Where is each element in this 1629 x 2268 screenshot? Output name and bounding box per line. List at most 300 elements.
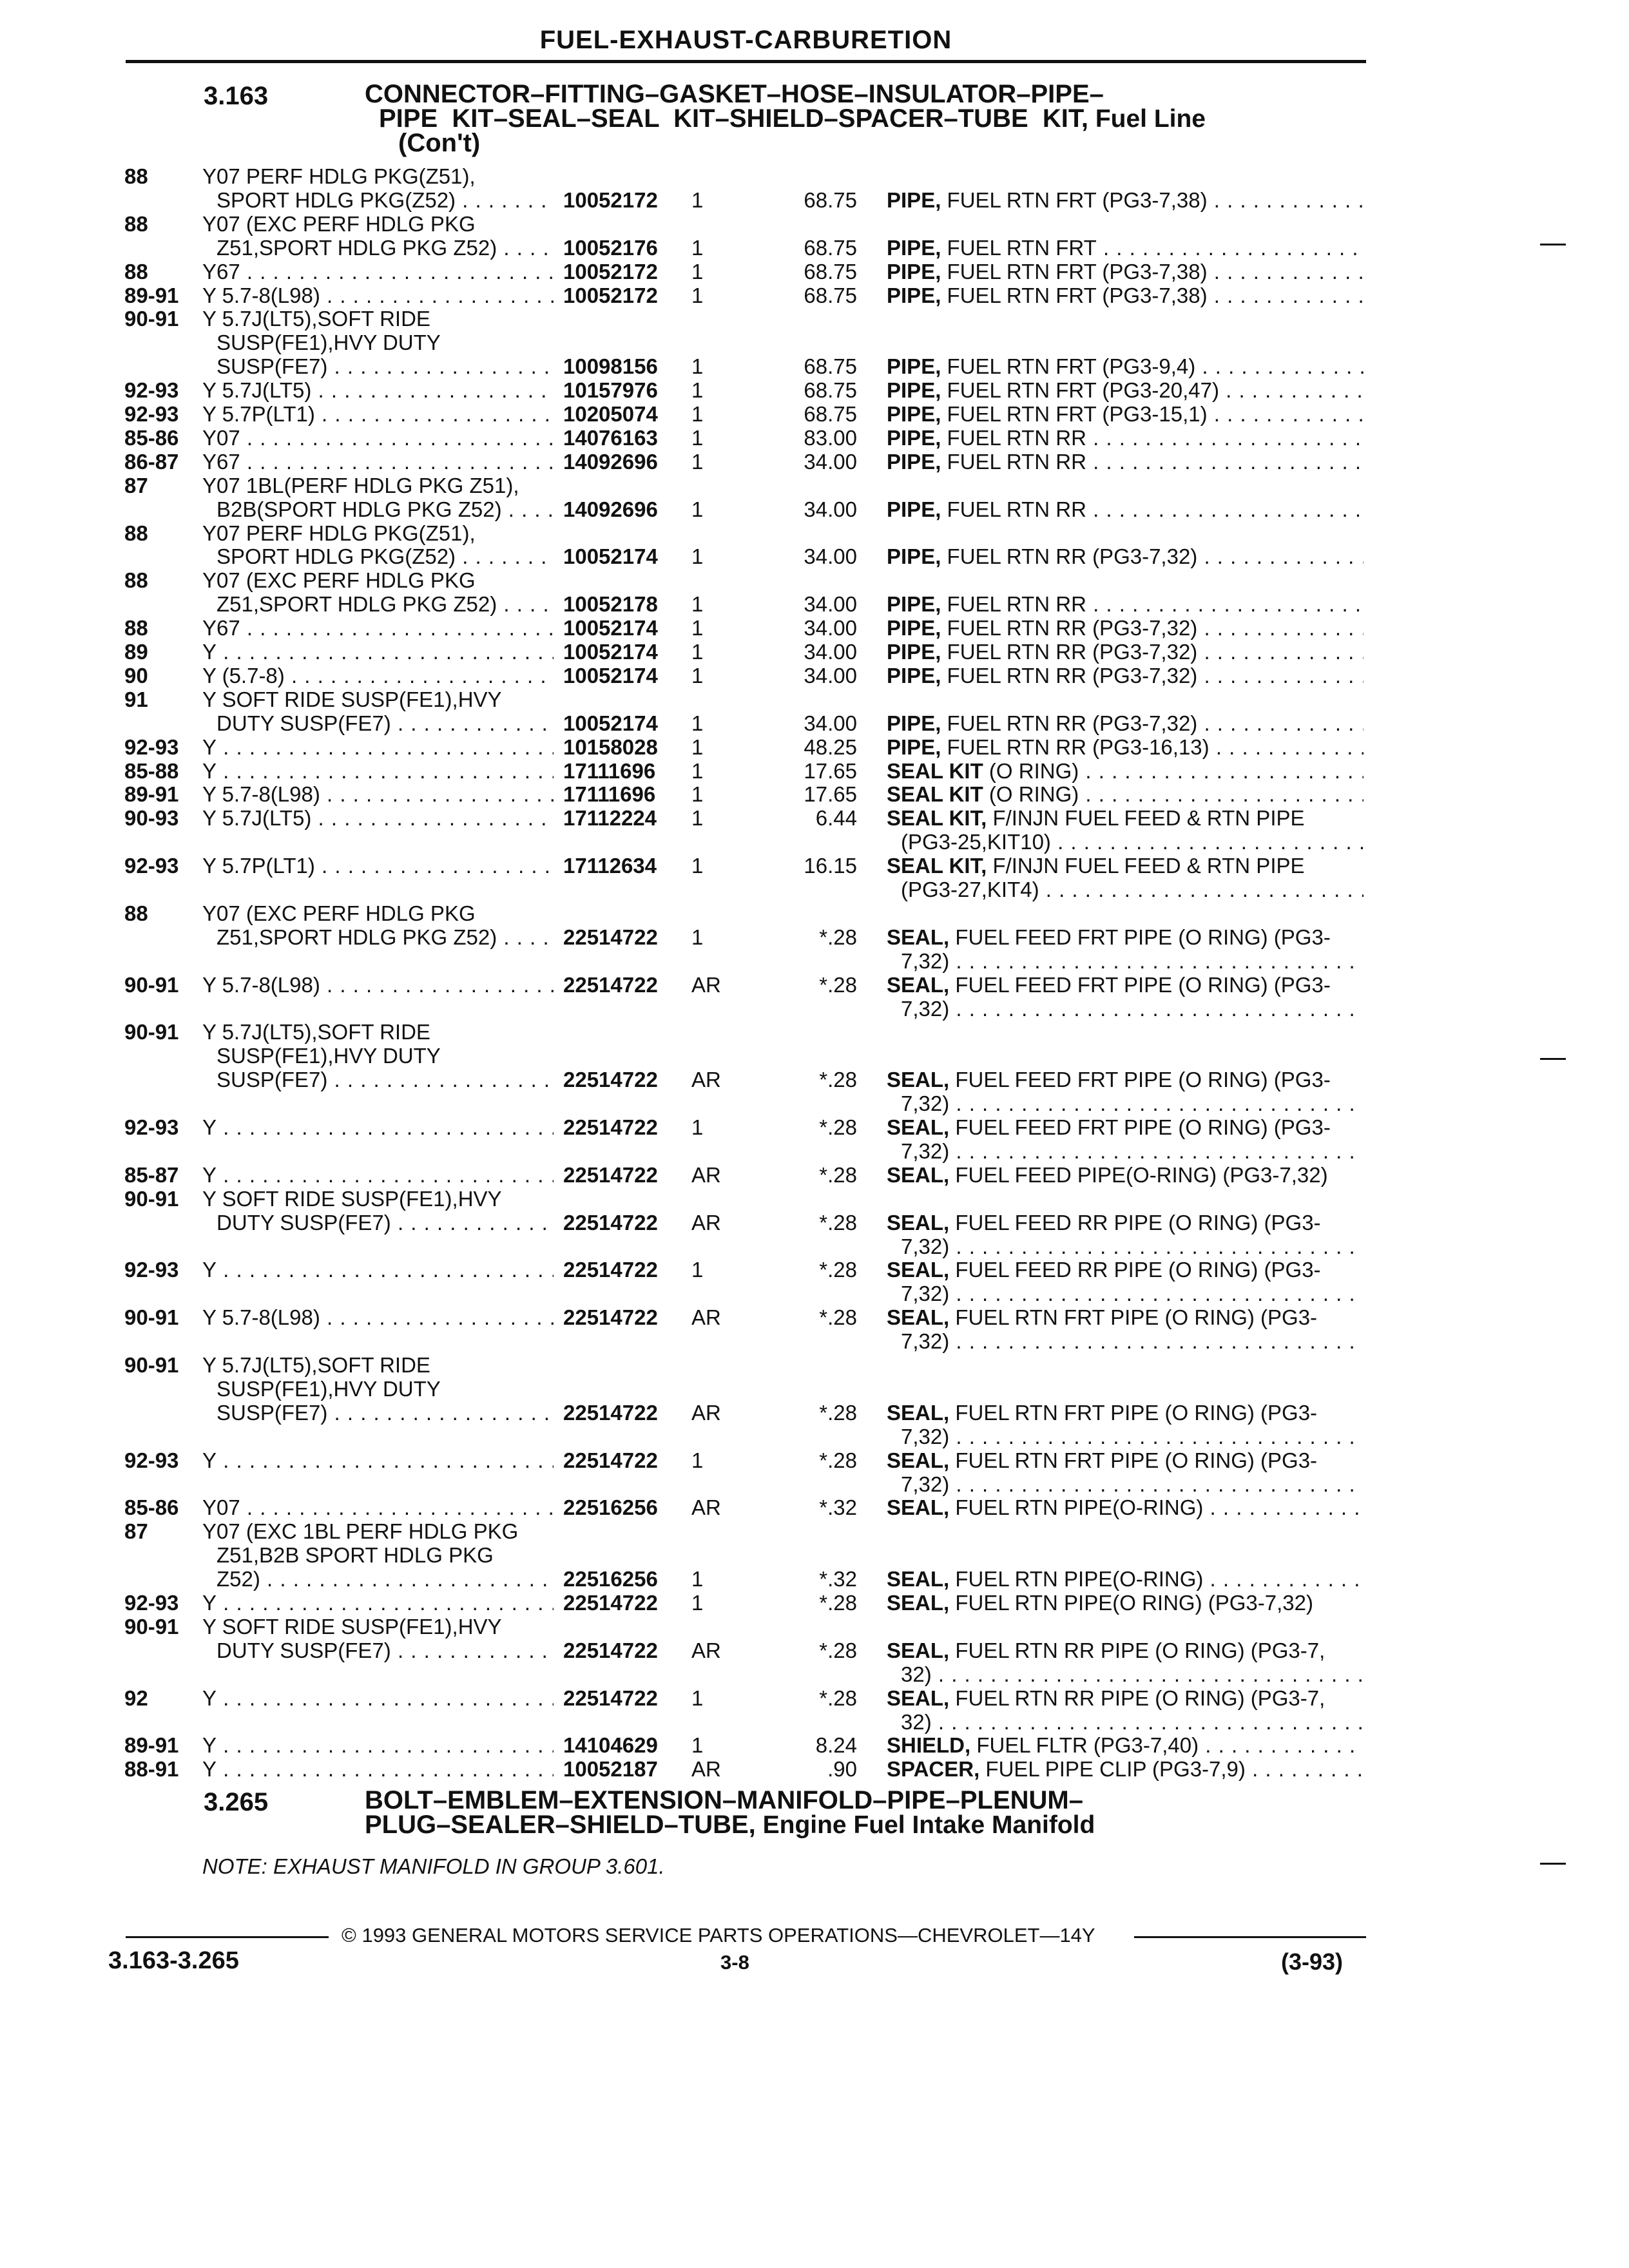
part-name-detail: 7,32) [901,996,950,1021]
part-name-noun: PIPE, [887,402,941,426]
usage-description: Y . . . [202,1591,554,1615]
part-name-noun: SEAL KIT, [887,854,987,878]
table-row [0,1211,1629,1235]
part-name-detail: FUEL RTN FRT PIPE (O RING) (PG3- [955,1305,1318,1330]
part-name-detail: 7,32) [901,1091,950,1116]
usage-description: Y 5.7J(LT5),SOFT RIDE [202,307,430,331]
part-name-detail: FUEL RTN RR (PG3-7,32) [947,616,1198,640]
quantity: AR [691,972,721,997]
list-price: *.28 [819,1686,857,1710]
quantity: 1 [691,758,704,783]
part-name-noun: PIPE, [887,640,941,664]
part-number: 22514722 [563,1162,658,1187]
model-year: 85-88 [124,758,179,783]
usage-description: Y . . . [202,1757,554,1782]
table-row [0,1662,1629,1686]
table-row [0,521,1629,545]
table-row [0,164,1629,188]
table-row [0,1282,1629,1305]
part-name-detail: FUEL FEED FRT PIPE (O RING) (PG3- [955,1115,1331,1139]
quantity: AR [691,1305,721,1330]
part-name [887,1639,1364,1663]
part-name-detail: FUEL FEED PIPE(O-RING) (PG3-7,32) [955,1162,1328,1187]
quantity: 1 [691,235,704,260]
edge-tick-mark [1540,1058,1566,1060]
part-number: 22514722 [563,1686,658,1710]
part-name [901,1662,1364,1687]
usage-description: Y 5.7J(LT5),SOFT RIDE [202,1353,430,1377]
table-row [0,711,1629,735]
usage-description: Y67 . . . [202,260,554,284]
usage-description: SPORT HDLG PKG(Z52) . . . [217,544,554,569]
table-row [0,1329,1629,1353]
table-row [0,1068,1629,1091]
table-row [0,592,1629,616]
table-row [0,997,1629,1021]
part-name-detail: FUEL RTN FRT (PG3-9,4) [947,354,1196,379]
part-name [887,664,1364,688]
section-number: 3.163 [204,82,269,110]
part-name-noun: SHIELD, [887,1733,971,1758]
part-name-detail: FUEL RTN FRT (PG3-7,38) [947,259,1208,284]
list-price: 68.75 [804,235,857,260]
part-name [887,1258,1364,1282]
list-price: *.28 [819,1162,857,1187]
list-price: 34.00 [804,544,857,569]
part-name-detail: FUEL PIPE CLIP (PG3-7,9) [985,1757,1246,1782]
table-row [0,1401,1629,1425]
section-title-line-2 [365,1812,1364,1838]
table-row [0,1495,1629,1519]
part-name-detail: 32) [901,1662,932,1686]
usage-description: Y67 . . . [202,450,554,474]
table-row [0,806,1629,830]
part-name-noun: PIPE, [887,235,941,260]
part-name [901,1091,1364,1116]
list-price: 34.00 [804,663,857,687]
part-name [901,878,1364,902]
list-price: 68.75 [804,354,857,379]
usage-description: Y07 PERF HDLG PKG(Z51), [202,521,476,545]
model-year: 87 [124,1519,148,1544]
part-name [887,260,1364,284]
quantity: 1 [691,806,704,831]
part-name-detail: FUEL RTN RR (PG3-7,32) [947,663,1198,687]
part-name-noun: SEAL, [887,1567,950,1591]
quantity: 1 [691,354,704,379]
table-row [0,1353,1629,1377]
table-row [0,212,1629,236]
list-price: 68.75 [804,283,857,307]
part-number: 22514722 [563,1400,658,1425]
part-name [887,1448,1364,1473]
part-name-noun: SEAL, [887,1162,950,1187]
quantity: AR [691,1068,721,1092]
part-name [887,1757,1364,1782]
part-name-detail: FUEL RTN FRT PIPE (O RING) (PG3- [955,1400,1318,1425]
part-name-detail: FUEL RTN FRT (PG3-7,38) [947,283,1208,307]
usage-description: Y . . . [202,1258,554,1282]
model-year: 90 [124,663,148,687]
usage-description: SUSP(FE1),HVY DUTY [217,1376,441,1401]
usage-description: Y07 (EXC PERF HDLG PKG [202,568,476,593]
part-name-detail: FUEL RTN RR (PG3-7,32) [947,711,1198,735]
quantity: 1 [691,449,704,474]
part-number: 10098156 [563,354,658,379]
quantity: AR [691,1638,721,1662]
part-name [887,806,1364,831]
table-row [0,687,1629,711]
part-name-noun: PIPE, [887,592,941,617]
usage-description: Y . . . [202,1115,554,1140]
part-name-noun: PIPE, [887,425,941,450]
quantity: 1 [691,425,704,450]
usage-description: Y . . . [202,759,554,783]
part-name [901,830,1364,854]
part-name [887,450,1364,474]
table-row [0,1639,1629,1662]
part-name-noun: SEAL, [887,1115,950,1139]
quantity: 1 [691,1115,704,1139]
table-row [0,830,1629,854]
part-name-noun: SEAL KIT [887,758,983,783]
usage-description: Y . . . [202,1686,554,1711]
list-price: *.28 [819,1068,857,1092]
usage-description: Y 5.7-8(L98) . . . [202,1305,554,1330]
table-row [0,402,1629,426]
table-row [0,1567,1629,1591]
table-row [0,1425,1629,1448]
usage-description: Y SOFT RIDE SUSP(FE1),HVY [202,1614,502,1639]
part-name-noun: PIPE, [887,378,941,403]
table-row [0,664,1629,687]
table-row [0,1091,1629,1115]
list-price: 6.44 [815,806,857,831]
quantity: 1 [691,1567,704,1591]
part-name-detail: FUEL FEED FRT PIPE (O RING) (PG3- [955,1068,1331,1092]
quantity: 1 [691,1448,704,1472]
section-title-line-1: CONNECTOR–FITTING–GASKET–HOSE–INSULATOR–PIPE– [365,80,1104,108]
model-year: 92-93 [124,402,179,426]
part-name [887,1305,1364,1330]
part-name [901,997,1364,1021]
part-name [887,1733,1364,1758]
part-name [901,1282,1364,1306]
quantity: AR [691,1162,721,1187]
list-price: *.28 [819,1591,857,1615]
quantity: AR [691,1210,721,1235]
list-price: *.28 [819,1638,857,1662]
list-price: 34.00 [804,640,857,664]
part-number: 10052174 [563,544,658,569]
usage-description: Y . . . [202,1733,554,1758]
part-name-detail: FUEL RTN RR [947,592,1086,617]
quantity: 1 [691,187,704,212]
section-number: 3.265 [204,1788,269,1816]
table-row [0,426,1629,450]
edge-tick-mark [1540,1863,1566,1865]
part-name [887,616,1364,640]
list-price: 68.75 [804,402,857,426]
usage-description: SUSP(FE7) . . . [217,354,554,379]
usage-description: Z52) . . . [217,1567,554,1591]
list-price: *.32 [819,1567,857,1591]
model-year: 91 [124,687,148,711]
usage-description: Y07 (EXC PERF HDLG PKG [202,901,476,925]
list-price: 17.65 [804,782,857,807]
usage-description: SPORT HDLG PKG(Z52) . . . [217,188,554,213]
part-name-detail: FUEL RTN RR [947,425,1086,450]
usage-description: Z51,B2B SPORT HDLG PKG [217,1543,494,1568]
part-name [901,949,1364,974]
list-price: *.28 [819,1305,857,1330]
part-number: 22514722 [563,1448,658,1472]
footer-copyright: © 1993 GENERAL MOTORS SERVICE PARTS OPERATIONS—CHEVROLET—14Y [342,1924,1095,1946]
table-row [0,474,1629,497]
quantity: 1 [691,1591,704,1615]
part-number: 10052172 [563,283,658,307]
part-number: 10052178 [563,592,658,617]
part-name-noun: SEAL, [887,1068,950,1092]
table-row [0,236,1629,260]
table-row [0,1472,1629,1496]
table-row [0,640,1629,664]
part-name-noun: PIPE, [887,259,941,284]
part-name [887,782,1364,807]
part-name [887,592,1364,617]
usage-description: Y07 1BL(PERF HDLG PKG Z51), [202,473,519,497]
part-number: 10052187 [563,1757,658,1782]
table-row [0,1187,1629,1211]
part-number: 10052172 [563,187,658,212]
table-row [0,901,1629,925]
part-name-noun: PIPE, [887,663,941,687]
part-name-noun: PIPE, [887,449,941,474]
usage-description: Y07 . . . [202,426,554,450]
part-name-detail: 7,32) [901,1424,950,1448]
part-name-noun: PIPE, [887,711,941,735]
quantity: 1 [691,782,704,807]
footer-rule-right [1134,1936,1366,1938]
part-name-noun: PIPE, [887,497,941,521]
model-year: 88 [124,568,148,593]
part-number: 14104629 [563,1733,658,1758]
quantity: 1 [691,925,704,949]
list-price: 8.24 [815,1733,857,1758]
quantity: 1 [691,1733,704,1758]
table-row [0,378,1629,402]
part-name-detail: FUEL RTN FRT (PG3-15,1) [947,402,1208,426]
list-price: *.32 [819,1495,857,1520]
part-name-detail: 7,32) [901,1139,950,1163]
table-row [0,1615,1629,1639]
part-name-noun: SEAL, [887,1400,950,1425]
list-price: 34.00 [804,497,857,521]
quantity: 1 [691,592,704,617]
usage-description: Y 5.7J(LT5) . . . [202,378,554,403]
part-number: 14076163 [563,425,658,450]
part-number: 17111696 [563,758,656,783]
table-row [0,307,1629,331]
part-name [901,1710,1364,1735]
quantity: 1 [691,854,704,878]
part-number: 22514722 [563,1068,658,1092]
part-name-noun: PIPE, [887,283,941,307]
footer-section-range: 3.163-3.265 [108,1947,239,1974]
model-year: 90-91 [124,1020,179,1044]
model-year: 92-93 [124,378,179,403]
usage-description: SUSP(FE7) . . . [217,1401,554,1425]
model-year: 92 [124,1686,148,1710]
usage-description: Y (5.7-8) . . . [202,664,554,688]
usage-description: Y . . . [202,1448,554,1473]
table-row [0,1139,1629,1163]
part-number: 17111696 [563,782,656,807]
table-row [0,735,1629,759]
usage-description: Y07 PERF HDLG PKG(Z51), [202,164,476,188]
quantity: 1 [691,616,704,640]
part-name-detail: FUEL FEED RR PIPE (O RING) (PG3- [955,1210,1321,1235]
list-price: 68.75 [804,187,857,212]
part-name-detail: FUEL RTN FRT PIPE (O RING) (PG3- [955,1448,1318,1472]
model-year: 88 [124,616,148,640]
usage-description: Y 5.7P(LT1) . . . [202,854,554,878]
part-name [887,1591,1364,1615]
part-name [887,925,1364,950]
part-name [901,1235,1364,1259]
usage-description: SUSP(FE1),HVY DUTY [217,1044,441,1068]
part-name-noun: PIPE, [887,354,941,379]
quantity: 1 [691,259,704,284]
part-name-detail: FUEL FEED FRT PIPE (O RING) (PG3- [955,925,1331,949]
part-name [887,759,1364,783]
part-name-detail: (O RING) [988,758,1079,783]
part-name [887,1163,1364,1187]
part-number: 22516256 [563,1567,658,1591]
part-number: 10052174 [563,711,658,735]
part-name [887,735,1364,760]
table-row [0,1305,1629,1329]
part-name-detail: FUEL RTN RR PIPE (O RING) (PG3-7, [955,1686,1325,1710]
part-name-detail: FUEL FEED RR PIPE (O RING) (PG3- [955,1258,1321,1282]
table-row [0,260,1629,284]
usage-description: Y 5.7P(LT1) . . . [202,402,554,427]
table-row [0,1686,1629,1710]
part-name-noun: SEAL, [887,1686,950,1710]
list-price: *.28 [819,1400,857,1425]
usage-description: Y 5.7-8(L98) . . . [202,782,554,807]
part-name-detail: 7,32) [901,1472,950,1496]
part-name [887,1495,1364,1520]
quantity: AR [691,1757,721,1782]
model-year: 89-91 [124,1733,179,1758]
table-row [0,331,1629,354]
table-row [0,1377,1629,1401]
usage-description: Y07 . . . [202,1495,554,1520]
model-year: 90-91 [124,1614,179,1639]
list-price: 48.25 [804,735,857,759]
table-row [0,1448,1629,1472]
part-name-detail: FUEL RTN RR PIPE (O RING) (PG3-7, [955,1638,1325,1662]
part-name-noun: SEAL, [887,1448,950,1472]
part-number: 17112224 [563,806,657,831]
footer-revision-date: (3-93) [1281,1948,1344,1975]
part-name [887,1401,1364,1425]
part-name [887,1567,1364,1591]
table-row [0,544,1629,568]
model-year: 89-91 [124,283,179,307]
model-year: 90-91 [124,1353,179,1377]
part-name-detail: 32) [901,1709,932,1734]
part-number: 10052174 [563,616,658,640]
model-year: 85-86 [124,1495,179,1520]
part-name-noun: SEAL, [887,1495,950,1520]
list-price: 16.15 [804,854,857,878]
quantity: 1 [691,544,704,569]
model-year: 87 [124,473,148,497]
usage-description: Y . . . [202,640,554,664]
table-row [0,450,1629,474]
part-name-detail: FUEL RTN FRT (PG3-7,38) [947,187,1208,212]
quantity: AR [691,1400,721,1425]
quantity: 1 [691,640,704,664]
running-head: FUEL-EXHAUST-CARBURETION [539,26,952,54]
list-price: 34.00 [804,449,857,474]
usage-description: SUSP(FE7) . . . [217,1068,554,1092]
part-name-noun: PIPE, [887,544,941,569]
part-name-noun: SEAL, [887,1210,950,1235]
table-row [0,1710,1629,1734]
quantity: 1 [691,497,704,521]
part-number: 14092696 [563,449,658,474]
usage-description: DUTY SUSP(FE7) . . . [217,711,554,736]
part-name-noun: SEAL, [887,1591,950,1615]
model-year: 89 [124,640,148,664]
part-name-detail: F/INJN FUEL FEED & RTN PIPE [992,806,1305,831]
table-row [0,878,1629,901]
list-price: 83.00 [804,425,857,450]
part-number: 10052174 [563,663,658,687]
table-row [0,1757,1629,1781]
part-number: 10052176 [563,235,658,260]
list-price: 17.65 [804,758,857,783]
table-row [0,616,1629,640]
usage-description: Y 5.7-8(L98) . . . [202,973,554,997]
model-year: 85-86 [124,425,179,450]
model-year: 90-91 [124,1186,179,1211]
quantity: 1 [691,1686,704,1710]
model-year: 90-91 [124,307,179,331]
part-name-detail: FUEL RTN PIPE(O-RING) [955,1495,1204,1520]
usage-description: Y 5.7-8(L98) . . . [202,284,554,308]
table-row [0,354,1629,378]
list-price: *.28 [819,925,857,949]
section-title-subject: Engine Fuel Intake Manifold [755,1811,1095,1839]
table-row [0,1591,1629,1615]
part-name-detail: F/INJN FUEL FEED & RTN PIPE [992,854,1305,878]
table-row [0,1044,1629,1068]
footer-rule-left [126,1936,329,1938]
part-name [887,1115,1364,1140]
list-price: *.28 [819,1115,857,1139]
part-name-noun: SEAL, [887,1258,950,1282]
model-year: 90-93 [124,806,179,831]
part-name [887,973,1364,997]
part-number: 10052172 [563,259,658,284]
part-name [887,284,1364,308]
usage-description: Z51,SPORT HDLG PKG Z52) . . . [217,592,554,617]
model-year: 92-93 [124,1258,179,1282]
